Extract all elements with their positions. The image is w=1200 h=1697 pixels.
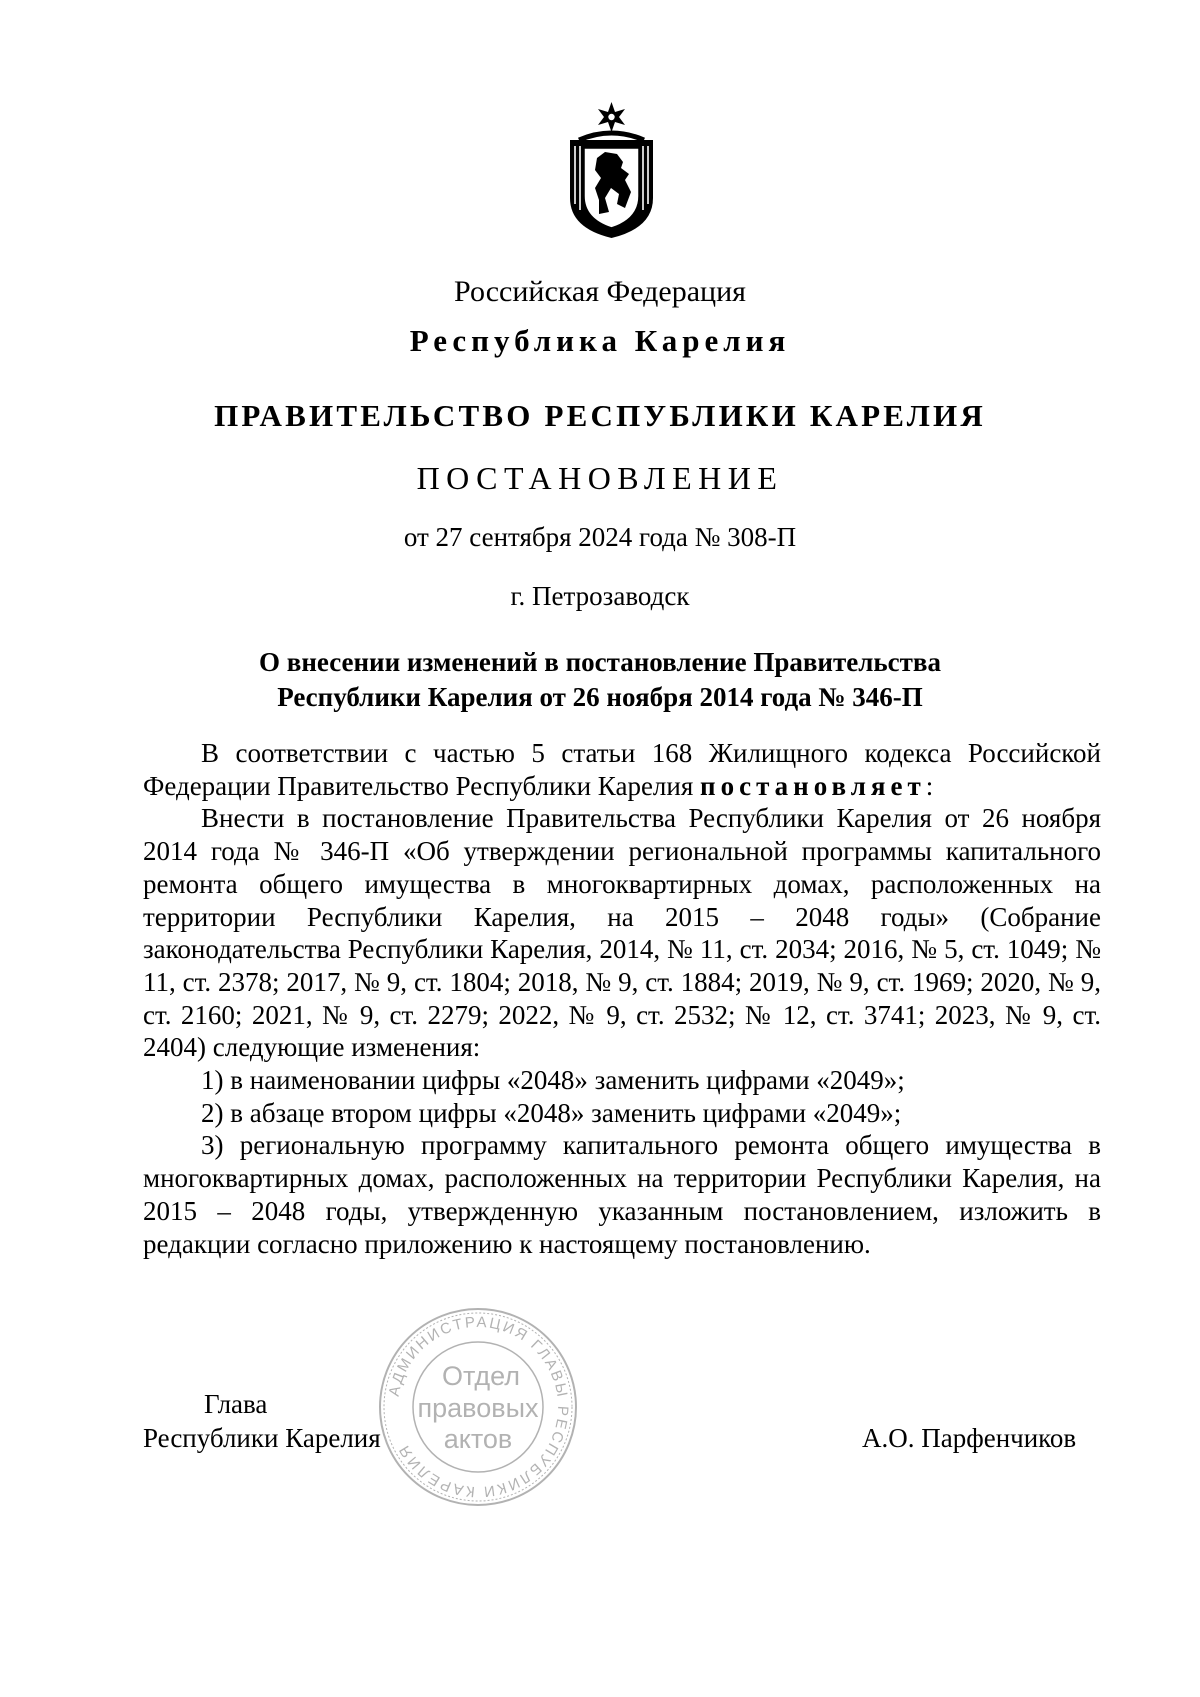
subject-line-1: О внесении изменений в постановление Правительства (259, 647, 941, 677)
document-date-number: от 27 сентября 2024 года № 308-П (403, 522, 797, 552)
preamble-end: : (925, 770, 934, 801)
stamp-line-2: правовых (417, 1393, 539, 1423)
document-body (143, 737, 1101, 1260)
signer-title-line-1: Глава (204, 1389, 268, 1419)
stamp-line-3: актов (443, 1424, 513, 1454)
document-type: ПОСТАНОВЛЕНИЕ (416, 460, 784, 496)
amendment-item-1: 1) в наименовании цифры «2048» заменить цифрами «2049»; (201, 1065, 905, 1096)
preamble-text: В соответствии с частью 5 статьи 168 Жилищного кодекса Российской Федерации Правительство Республики Карелия (143, 738, 1101, 801)
karelia-coat-of-arms-icon (565, 100, 658, 240)
signer-name: А.О. Парфенчиков (862, 1423, 1077, 1453)
subject-line-2: Республики Карелия от 26 ноября 2014 года № 346-П (277, 682, 923, 712)
amendment-item-3: 3) региональную программу капитального ремонта общего имущества в многоквартирных домах, расположенных на территории Республики Карелия, на 2015 – 2048 годы, утвержденную указанным постановлением, изложить в редакции согласно приложению к настоящему постановлению. (143, 1130, 1101, 1259)
stamp-line-1: Отдел (441, 1361, 521, 1391)
country-name: Российская Федерация (454, 275, 746, 308)
amendment-paragraph: Внести в постановление Правительства Республики Карелия от 26 ноября 2014 года № 346-П «Об утверждении региональной программы капитального ремонта общего имущества в многоквартирных домах, расположенных на территории Республики Карелия, на 2015 – 2048 годы» (Собрание законодательства Республики Карелия, 2014, № 11, ст. 2034; 2016, № 5, ст. 1049; № 11, ст. 2378; 2017, № 9, ст. 1804; 2018, № 9, ст. 1884; 2019, № 9, ст. 1969; 2020, № 9, ст. 2160; 2021, № 9, ст. 2279; 2022, № 9, ст. 2532; № 12, ст. 3741; 2023, № 9, ст. 2404) следующие изменения: (143, 803, 1101, 1063)
legal-department-stamp (373, 1305, 583, 1510)
signer-title-line-2: Республики Карелия (143, 1423, 381, 1453)
document-subject (0, 645, 1200, 715)
document-city: г. Петрозаводск (510, 581, 690, 611)
preamble-paragraph (143, 737, 1101, 802)
resolves-word: постановляет (700, 770, 926, 801)
republic-name: Республика Карелия (409, 323, 791, 358)
government-name: ПРАВИТЕЛЬСТВО РЕСПУБЛИКИ КАРЕЛИЯ (214, 398, 986, 433)
stamp-ring-text: АДМИНИСТРАЦИЯ ГЛАВЫ РЕСПУБЛИКИ КАРЕЛИЯ (385, 1313, 572, 1501)
amendment-item-2: 2) в абзаце втором цифры «2048» заменить цифрами «2049»; (201, 1097, 902, 1128)
